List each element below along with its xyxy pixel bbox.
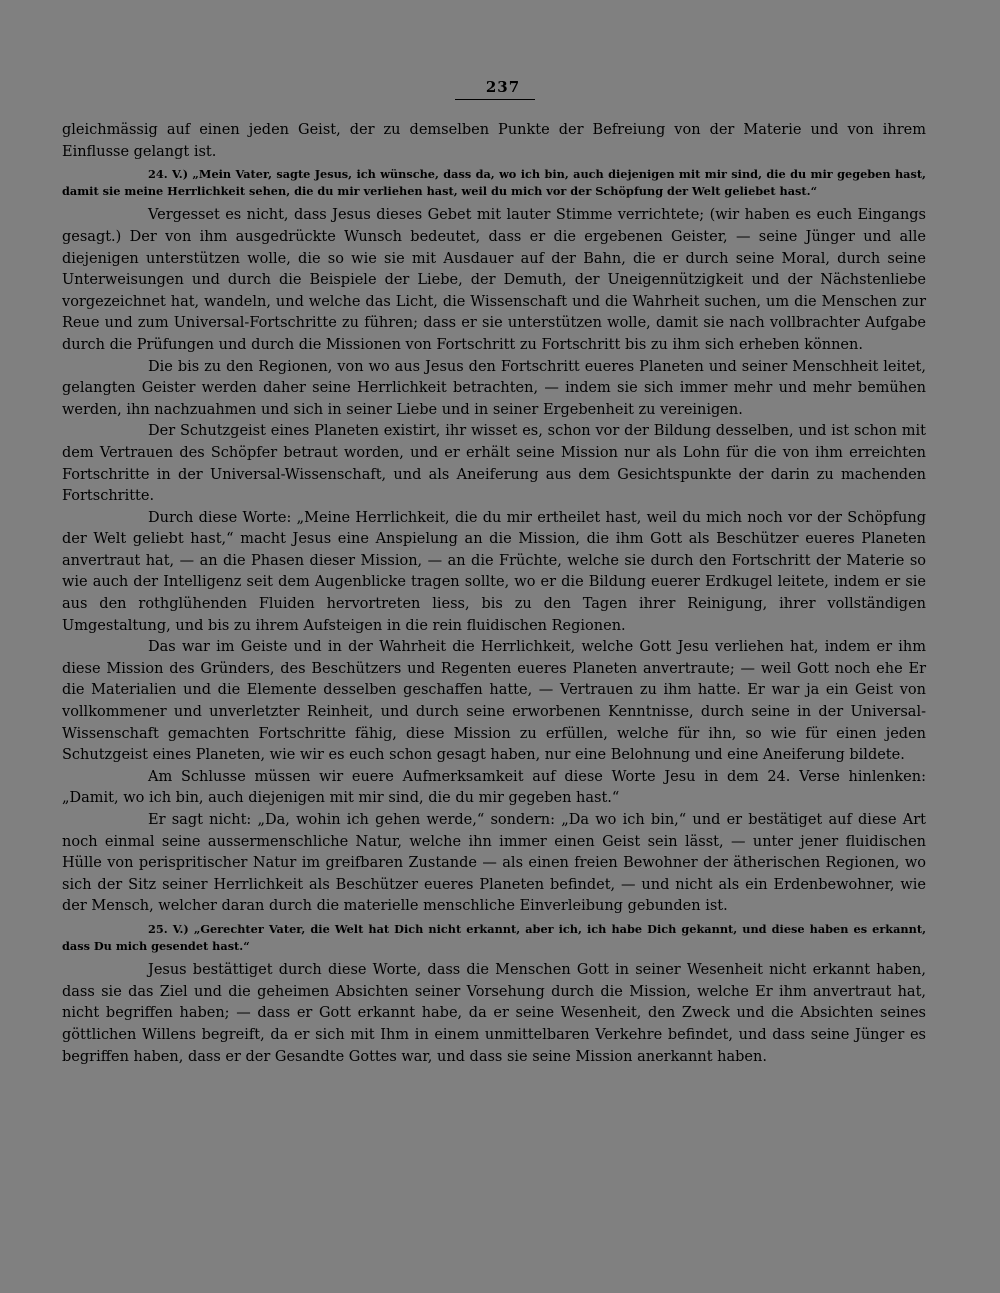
paragraph-spirit-truth: Das war im Geiste und in der Wahrheit die Herrlichkeit, welche Gott Jesu verliehen hat, indem er ihm diese Mission des Gründers, des Beschützers und Regenten eueres Planeten anvertraute; — weil Gott noch ehe Er die Materialien und die Elemente desselben geschaffen hatte, — Vertrauen zu ihm hatte. Er war ja ein Geist von vollkommener und unverletzter Reinheit, und durch seine erworbenen Kenntnisse, durch seine in der Universal-Wissenschaft gemachten Fortschritte fähig, diese Mission zu erfüllen, welche für ihn, so wie für einen jeden Schutzgeist eines Planeten, wie wir es euch schon gesagt haben, nur eine Belohnung und eine Aneiferung bildete.: [62, 639, 926, 764]
paragraph-conclusion: Am Schlusse müssen wir euere Aufmerksamkeit auf diese Worte Jesu in dem 24. Verse hinlenken: „Damit, wo ich bin, auch diejenigen mit mir sind, die du mir gegeben hast.“: [62, 768, 926, 807]
paragraph-nature: Er sagt nicht: „Da, wohin ich gehen werde,“ sondern: „Da wo ich bin,“ und er bestätiget auf diese Art noch einmal seine aussermenschliche Natur, welche ihn immer einen Geist sein lässt, — unter jener fluidischen Hülle von perispritischer Natur im greifbaren Zustande — als einen freien Bewohner der ätherischen Regionen, wo sich der Sitz seiner Herrlichkeit als Beschützer eueres Planeten befindet, — und nicht als ein Erdenbewohner, wie der Mensch, welcher daran durch die materielle menschliche Einverleibung gebunden ist.: [62, 812, 926, 915]
verse-24: 24. V.) „Mein Vater, sagte Jesus, ich wünsche, dass da, wo ich bin, auch diejenigen mit mir sind, die du mir gegeben hast, damit sie meine Herrlichkeit sehen, die du mir verliehen hast, weil du mich vor der Schöpfung der Welt geliebet hast.“: [62, 167, 926, 198]
paragraph-guardian-spirit: Der Schutzgeist eines Planeten existirt, ihr wisset es, schon vor der Bildung desselben, und ist schon mit dem Vertrauen des Schöpfer betraut worden, und er erhält seine Mission nur als Lohn für die von ihm erreichten Fortschritte in der Universal-Wissenschaft, und als Aneiferung aus dem Gesichtspunkte der darin zu machenden Fortschritte.: [62, 423, 926, 505]
verse-25: 25. V.) „Gerechter Vater, die Welt hat Dich nicht erkannt, aber ich, ich habe Dich gekannt, und diese haben es erkannt, dass Du mich gesendet hast.“: [62, 921, 926, 953]
page-number-rule: [455, 99, 535, 100]
paragraph-continuation: gleichmässig auf einen jeden Geist, der zu demselben Punkte der Befreiung von der Materie und von ihrem Einflusse gelangt ist.: [62, 122, 926, 160]
paragraph-glory: Die bis zu den Regionen, von wo aus Jesus den Fortschritt eueres Planeten und seiner Menschheit leitet, gelangten Geister werden daher seine Herrlichkeit betrachten, — indem sie sich immer mehr und mehr bemühen werden, ihn nachzuahmen und sich in seiner Liebe und in seiner Ergebenheit zu vereinigen.: [62, 358, 926, 418]
paragraph-confirmation: Jesus bestättiget durch diese Worte, dass die Menschen Gott in seiner Wesenheit nicht erkannt haben, dass sie das Ziel und die geheimen Absichten seiner Vorsehung durch die Mission, welche Er ihm anvertraut hat, nicht begriffen haben; — dass er Gott erkannt habe, da er seine Wesenheit, den Zweck und die Absichten seines göttlichen Willens begreift, da er sich mit Ihm in einem unmittelbaren Verkehre befindet, und dass seine Jünger es begriffen haben, dass er der Gesandte Gottes war, und dass sie seine Mission anerkannt haben.: [62, 962, 926, 1065]
paragraph-prayer: Vergesset es nicht, dass Jesus dieses Gebet mit lauter Stimme verrichtete; (wir haben es euch Eingangs gesagt.) Der von ihm ausgedrückte Wunsch bedeutet, dass er die ergebenen Geister, — seine Jünger und alle diejenigen unterstützen wolle, die so wie sie mit Ausdauer auf der Bahn, die er durch seine Moral, durch seine Unterweisungen und durch die Beispiele der Liebe, der Demuth, der Uneigennützigkeit und der Nächstenliebe vorgezeichnet hat, wandeln, und welche das Licht, die Wissenschaft und die Wahrheit suchen, um die Menschen zur Reue und zum Universal-Fortschritte zu führen; dass er sie unterstützen wolle, damit sie nach vollbrachter Aufgabe durch die Prüfungen und durch die Missionen von Fortschritt zu Fortschritt bis zu ihm sich erheben können.: [62, 207, 926, 353]
paragraph-words: Durch diese Worte: „Meine Herrlichkeit, die du mir ertheilet hast, weil du mich noch vor der Schöpfung der Welt geliebt hast,“ macht Jesus eine Anspielung an die Mission, die ihm Gott als Beschützer eueres Planeten anvertraut hat, — an die Phasen dieser Mission, — an die Früchte, welche sie durch den Fortschritt der Materie so wie auch der Intelligenz seit dem Augenblicke tragen sollte, wo er die Bildung euerer Erdkugel leitete, indem er sie aus den rothglühenden Fluiden hervortreten liess, bis zu den Tagen ihrer Reinigung, ihrer vollständigen Umgestaltung, und bis zu ihrem Aufsteigen in die rein fluidischen Regionen.: [62, 509, 926, 634]
page-number: 237: [485, 78, 521, 96]
body-text: [62, 120, 926, 1068]
